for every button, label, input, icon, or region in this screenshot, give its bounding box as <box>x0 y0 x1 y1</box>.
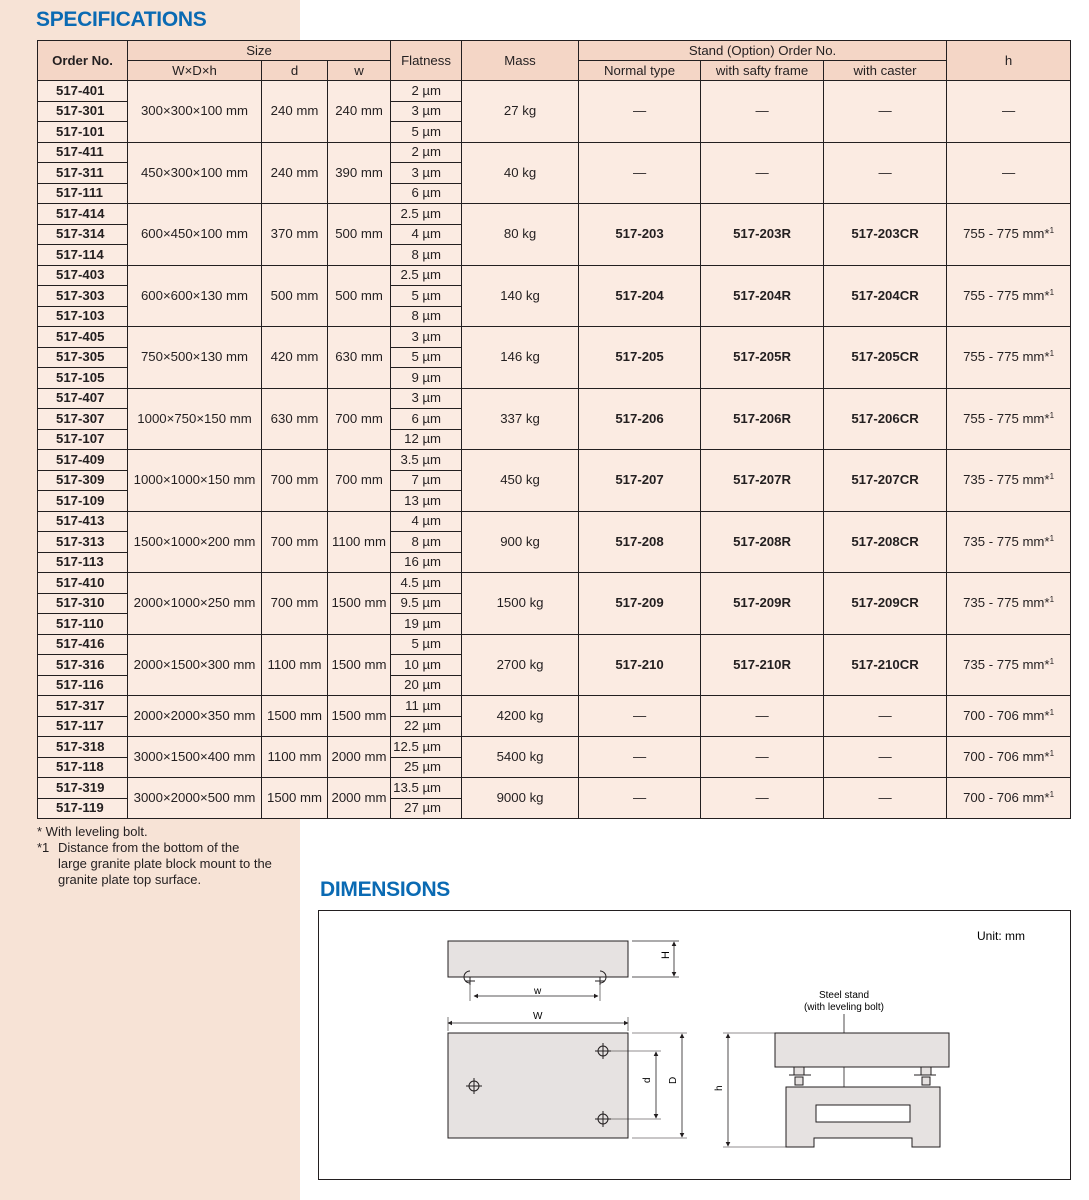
size-w: 700 mm <box>328 388 391 450</box>
order-number: 517-405 <box>38 327 128 348</box>
stand-label-line2: (with leveling bolt) <box>803 1002 885 1013</box>
flatness-value: 9.5 µm <box>391 593 462 614</box>
h-value <box>947 778 1071 819</box>
size-wdh: 600×450×100 mm <box>128 204 262 266</box>
stand-safty-frame: — <box>701 778 824 819</box>
h-range: 735 - 775 mm* <box>963 656 1050 672</box>
size-d: 1500 mm <box>262 696 328 737</box>
top-view <box>448 1011 687 1138</box>
h-range: 735 - 775 mm* <box>963 595 1050 611</box>
flatness-value: 5 µm <box>391 347 462 368</box>
h-range: 755 - 775 mm* <box>963 287 1050 303</box>
flatness-value: 20 µm <box>391 675 462 696</box>
h-footnote-marker: 1 <box>1049 533 1055 543</box>
header-stand: Stand (Option) Order No. <box>579 41 947 61</box>
stand-safty-frame: — <box>701 737 824 778</box>
stand-with-caster: — <box>824 696 947 737</box>
order-number: 517-103 <box>38 306 128 327</box>
stand-normal-type: 517-206 <box>579 388 701 450</box>
label-D: D <box>668 1076 679 1084</box>
flatness-value: 4.5 µm <box>391 573 462 594</box>
size-wdh: 1000×750×150 mm <box>128 388 262 450</box>
size-d: 240 mm <box>262 142 328 204</box>
h-range: 700 - 706 mm* <box>963 708 1050 723</box>
order-number: 517-118 <box>38 757 128 778</box>
size-w: 1500 mm <box>328 696 391 737</box>
flatness-value: 5 µm <box>391 286 462 307</box>
mass-value: 5400 kg <box>462 737 579 778</box>
table-row <box>38 696 1071 717</box>
stand-normal-type: 517-203 <box>579 204 701 266</box>
stand-with-caster: — <box>824 142 947 204</box>
order-number: 517-319 <box>38 778 128 799</box>
order-number: 517-317 <box>38 696 128 717</box>
size-wdh: 600×600×130 mm <box>128 265 262 327</box>
header-h: h <box>947 41 1071 81</box>
flatness-value: 3 µm <box>391 163 462 184</box>
table-row <box>38 81 1071 102</box>
stand-with-caster: 517-203CR <box>824 204 947 266</box>
h-value <box>947 634 1071 696</box>
stand-with-caster: — <box>824 737 947 778</box>
stand-normal-type: — <box>579 696 701 737</box>
order-number: 517-114 <box>38 245 128 266</box>
header-size: Size <box>128 41 391 61</box>
size-w: 500 mm <box>328 265 391 327</box>
stand-safty-frame: — <box>701 142 824 204</box>
flatness-value: 12.5 µm <box>391 737 462 758</box>
size-d: 630 mm <box>262 388 328 450</box>
size-d: 240 mm <box>262 81 328 143</box>
order-number: 517-410 <box>38 573 128 594</box>
size-d: 500 mm <box>262 265 328 327</box>
label-w: w <box>534 986 542 997</box>
header-order-no: Order No. <box>38 41 128 81</box>
flatness-value: 16 µm <box>391 552 462 573</box>
mass-value: 1500 kg <box>462 573 579 635</box>
h-footnote-marker: 1 <box>1049 790 1055 799</box>
note-leveling-bolt: * With leveling bolt. <box>37 824 148 839</box>
h-range: 755 - 775 mm* <box>963 349 1050 365</box>
stand-normal-type: 517-205 <box>579 327 701 389</box>
h-range: — <box>1001 103 1016 119</box>
flatness-value: 5 µm <box>391 634 462 655</box>
flatness-value: 27 µm <box>391 798 462 819</box>
order-number: 517-409 <box>38 450 128 471</box>
order-number: 517-301 <box>38 101 128 122</box>
order-number: 517-403 <box>38 265 128 286</box>
stand-with-caster: 517-205CR <box>824 327 947 389</box>
size-wdh: 750×500×130 mm <box>128 327 262 389</box>
stand-with-caster: 517-210CR <box>824 634 947 696</box>
label-H: H <box>660 951 672 959</box>
stand-with-caster: — <box>824 778 947 819</box>
size-w: 2000 mm <box>328 737 391 778</box>
size-d: 420 mm <box>262 327 328 389</box>
table-row <box>38 204 1071 225</box>
order-number: 517-310 <box>38 593 128 614</box>
h-range: 700 - 706 mm* <box>963 790 1050 805</box>
stand-with-caster: 517-204CR <box>824 265 947 327</box>
h-footnote-marker: 1 <box>1049 287 1055 297</box>
size-d: 700 mm <box>262 511 328 573</box>
order-number: 517-416 <box>38 634 128 655</box>
order-number: 517-116 <box>38 675 128 696</box>
flatness-value: 8 µm <box>391 532 462 553</box>
flatness-value: 2 µm <box>391 142 462 163</box>
h-range: 755 - 775 mm* <box>963 410 1050 426</box>
stand-safty-frame: 517-208R <box>701 511 824 573</box>
size-d: 1100 mm <box>262 634 328 696</box>
h-footnote-marker: 1 <box>1049 595 1055 605</box>
stand-safty-frame: 517-207R <box>701 450 824 512</box>
h-value <box>947 388 1071 450</box>
stand-safty-frame: 517-205R <box>701 327 824 389</box>
order-number: 517-311 <box>38 163 128 184</box>
table-row <box>38 450 1071 471</box>
specifications-title: SPECIFICATIONS <box>36 8 207 31</box>
mass-value: 27 kg <box>462 81 579 143</box>
flatness-value: 19 µm <box>391 614 462 635</box>
order-number: 517-107 <box>38 429 128 450</box>
h-value <box>947 696 1071 737</box>
size-d: 700 mm <box>262 450 328 512</box>
dimensions-diagram <box>318 910 1071 1180</box>
flatness-value: 2 µm <box>391 81 462 102</box>
flatness-value: 25 µm <box>391 757 462 778</box>
header-w: w <box>328 61 391 81</box>
size-wdh: 2000×1000×250 mm <box>128 573 262 635</box>
order-number: 517-111 <box>38 183 128 204</box>
size-w: 1100 mm <box>328 511 391 573</box>
size-w: 700 mm <box>328 450 391 512</box>
order-number: 517-101 <box>38 122 128 143</box>
order-number: 517-313 <box>38 532 128 553</box>
h-value <box>947 265 1071 327</box>
footnotes <box>37 824 272 888</box>
table-row <box>38 778 1071 799</box>
mass-value: 40 kg <box>462 142 579 204</box>
stand-normal-type: — <box>579 81 701 143</box>
size-d: 700 mm <box>262 573 328 635</box>
dimensions-title: DIMENSIONS <box>320 878 451 901</box>
size-w: 1500 mm <box>328 573 391 635</box>
h-value <box>947 142 1071 204</box>
h-footnote-marker: 1 <box>1049 226 1055 236</box>
stand-safty-frame: 517-209R <box>701 573 824 635</box>
flatness-value: 3 µm <box>391 388 462 409</box>
h-footnote-marker: 1 <box>1049 656 1055 666</box>
order-number: 517-318 <box>38 737 128 758</box>
table-row <box>38 388 1071 409</box>
size-w: 390 mm <box>328 142 391 204</box>
table-row <box>38 737 1071 758</box>
order-number: 517-316 <box>38 655 128 676</box>
order-number: 517-314 <box>38 224 128 245</box>
table-row <box>38 327 1071 348</box>
h-range: 755 - 775 mm* <box>963 226 1050 242</box>
note-mark: *1 <box>37 840 50 855</box>
stand-normal-type: 517-207 <box>579 450 701 512</box>
mass-value: 140 kg <box>462 265 579 327</box>
stand-normal-type: — <box>579 737 701 778</box>
order-number: 517-407 <box>38 388 128 409</box>
stand-normal-type: — <box>579 778 701 819</box>
label-W: W <box>533 1011 543 1022</box>
header-d: d <box>262 61 328 81</box>
flatness-value: 4 µm <box>391 511 462 532</box>
mass-value: 450 kg <box>462 450 579 512</box>
order-number: 517-413 <box>38 511 128 532</box>
specifications-table <box>37 40 1071 819</box>
side-view <box>448 941 679 1001</box>
flatness-value: 13.5 µm <box>391 778 462 799</box>
table-row <box>38 511 1071 532</box>
specifications-body <box>38 81 1071 819</box>
order-number: 517-414 <box>38 204 128 225</box>
order-number: 517-411 <box>38 142 128 163</box>
order-number: 517-305 <box>38 347 128 368</box>
header-caster: with caster <box>824 61 947 81</box>
h-range: — <box>1001 164 1016 180</box>
flatness-value: 13 µm <box>391 491 462 512</box>
mass-value: 2700 kg <box>462 634 579 696</box>
flatness-value: 8 µm <box>391 306 462 327</box>
header-mass: Mass <box>462 41 579 81</box>
flatness-value: 2.5 µm <box>391 265 462 286</box>
size-w: 1500 mm <box>328 634 391 696</box>
table-row <box>38 634 1071 655</box>
order-number: 517-303 <box>38 286 128 307</box>
h-footnote-marker: 1 <box>1049 749 1055 758</box>
mass-value: 337 kg <box>462 388 579 450</box>
flatness-value: 4 µm <box>391 224 462 245</box>
h-value <box>947 327 1071 389</box>
flatness-value: 3 µm <box>391 101 462 122</box>
order-number: 517-109 <box>38 491 128 512</box>
order-number: 517-401 <box>38 81 128 102</box>
size-w: 240 mm <box>328 81 391 143</box>
h-range: 700 - 706 mm* <box>963 749 1050 764</box>
size-wdh: 2000×2000×350 mm <box>128 696 262 737</box>
note-h-definition <box>37 840 272 888</box>
flatness-value: 7 µm <box>391 470 462 491</box>
h-footnote-marker: 1 <box>1049 472 1055 482</box>
mass-value: 4200 kg <box>462 696 579 737</box>
unit-label: Unit: mm <box>977 929 1025 943</box>
size-w: 2000 mm <box>328 778 391 819</box>
size-wdh: 3000×2000×500 mm <box>128 778 262 819</box>
flatness-value: 10 µm <box>391 655 462 676</box>
h-range: 735 - 775 mm* <box>963 533 1050 549</box>
order-number: 517-307 <box>38 409 128 430</box>
size-wdh: 1500×1000×200 mm <box>128 511 262 573</box>
table-row <box>38 573 1071 594</box>
table-row <box>38 142 1071 163</box>
label-d: d <box>642 1077 653 1083</box>
size-wdh: 3000×1500×400 mm <box>128 737 262 778</box>
flatness-value: 8 µm <box>391 245 462 266</box>
size-wdh: 450×300×100 mm <box>128 142 262 204</box>
stand-with-caster: 517-206CR <box>824 388 947 450</box>
size-w: 500 mm <box>328 204 391 266</box>
h-value <box>947 737 1071 778</box>
label-h: h <box>714 1085 725 1091</box>
stand-safty-frame: 517-210R <box>701 634 824 696</box>
h-value <box>947 204 1071 266</box>
stand-safty-frame: 517-203R <box>701 204 824 266</box>
stand-normal-type: 517-204 <box>579 265 701 327</box>
mass-value: 146 kg <box>462 327 579 389</box>
stand-normal-type: — <box>579 142 701 204</box>
order-number: 517-113 <box>38 552 128 573</box>
mass-value: 900 kg <box>462 511 579 573</box>
stand-normal-type: 517-210 <box>579 634 701 696</box>
order-number: 517-309 <box>38 470 128 491</box>
note-text: Distance from the bottom of the large granite plate block mount to the granite plate top surface. <box>58 840 272 887</box>
stand-safty-frame: — <box>701 81 824 143</box>
size-d: 370 mm <box>262 204 328 266</box>
h-value <box>947 81 1071 143</box>
flatness-value: 12 µm <box>391 429 462 450</box>
stand-safty-frame: 517-204R <box>701 265 824 327</box>
size-w: 630 mm <box>328 327 391 389</box>
h-footnote-marker: 1 <box>1049 349 1055 359</box>
stand-normal-type: 517-208 <box>579 511 701 573</box>
header-flatness: Flatness <box>391 41 462 81</box>
h-footnote-marker: 1 <box>1049 410 1055 420</box>
table-row <box>38 265 1071 286</box>
h-value <box>947 450 1071 512</box>
h-range: 735 - 775 mm* <box>963 472 1050 488</box>
flatness-value: 11 µm <box>391 696 462 717</box>
header-normal-type: Normal type <box>579 61 701 81</box>
h-value <box>947 573 1071 635</box>
h-footnote-marker: 1 <box>1049 708 1055 717</box>
mass-value: 9000 kg <box>462 778 579 819</box>
order-number: 517-110 <box>38 614 128 635</box>
flatness-value: 5 µm <box>391 122 462 143</box>
size-wdh: 300×300×100 mm <box>128 81 262 143</box>
size-d: 1100 mm <box>262 737 328 778</box>
flatness-value: 6 µm <box>391 409 462 430</box>
stand-with-caster: 517-207CR <box>824 450 947 512</box>
order-number: 517-119 <box>38 798 128 819</box>
stand-with-caster: 517-209CR <box>824 573 947 635</box>
flatness-value: 3 µm <box>391 327 462 348</box>
size-d: 1500 mm <box>262 778 328 819</box>
stand-view <box>714 990 949 1147</box>
h-value <box>947 511 1071 573</box>
stand-with-caster: — <box>824 81 947 143</box>
stand-with-caster: 517-208CR <box>824 511 947 573</box>
size-wdh: 2000×1500×300 mm <box>128 634 262 696</box>
size-wdh: 1000×1000×150 mm <box>128 450 262 512</box>
stand-normal-type: 517-209 <box>579 573 701 635</box>
header-safty-frame: with safty frame <box>701 61 824 81</box>
flatness-value: 2.5 µm <box>391 204 462 225</box>
stand-label-line1: Steel stand <box>818 990 870 1001</box>
order-number: 517-117 <box>38 716 128 737</box>
mass-value: 80 kg <box>462 204 579 266</box>
header-wdh: W×D×h <box>128 61 262 81</box>
flatness-value: 9 µm <box>391 368 462 389</box>
flatness-value: 3.5 µm <box>391 450 462 471</box>
order-number: 517-105 <box>38 368 128 389</box>
flatness-value: 6 µm <box>391 183 462 204</box>
stand-safty-frame: — <box>701 696 824 737</box>
flatness-value: 22 µm <box>391 716 462 737</box>
stand-safty-frame: 517-206R <box>701 388 824 450</box>
